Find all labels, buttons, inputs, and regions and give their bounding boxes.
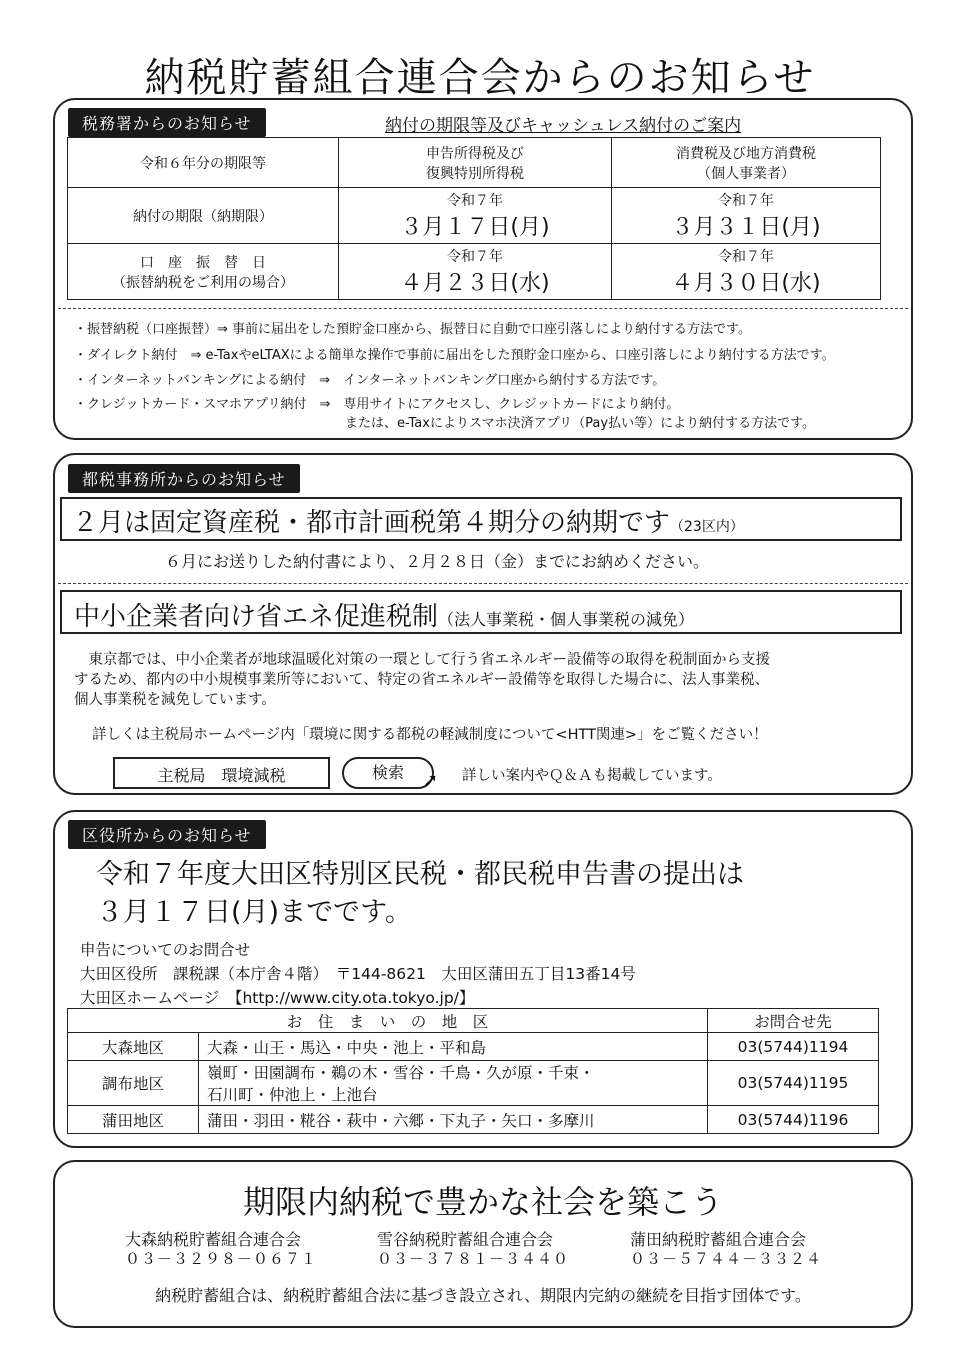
row-deadline-label: 納付の期限（納期限） xyxy=(68,188,339,244)
cell-income-transfer: 令和７年 ４月２３日(水) xyxy=(339,244,612,300)
search-button[interactable]: 検索 xyxy=(342,757,434,789)
org-yukigaya-name: 雪谷納税貯蓄組合連合会 xyxy=(377,1230,554,1249)
header-area: お 住 ま い の 地 区 xyxy=(68,1009,708,1033)
note-netbank: ・インターネットバンキングによる納付 ⇒ インターネットバンキング口座から納付する方法です。 xyxy=(74,373,666,388)
fixed-asset-payment-note: ６月にお送りした納付書により、２月２８日（金）までにお納めください。 xyxy=(165,552,710,571)
header-period: 令和６年分の期限等 xyxy=(68,138,339,188)
district-table xyxy=(67,1008,879,1134)
tax-office-heading: 納付の期限等及びキャッシュレス納付のご案内 xyxy=(385,116,742,136)
headline-fixed-asset: ２月は固定資産税・都市計画税第４期分の納期です（23区内） xyxy=(72,508,744,538)
table-row: 大森地区 大森・山王・馬込・中央・池上・平和島 03(5744)1194 xyxy=(68,1033,879,1061)
org-omori-name: 大森納税貯蓄組合連合会 xyxy=(125,1230,302,1249)
cursor-icon: ➚ xyxy=(423,770,439,791)
ward-contact-1: 申告についてのお問合せ xyxy=(80,941,251,959)
org-kamata-name: 蒲田納税貯蓄組合連合会 xyxy=(630,1230,807,1249)
org-yukigaya-phone: ０３－３７８１－３４４０ xyxy=(377,1250,570,1268)
divider xyxy=(58,308,908,309)
org-kamata-phone: ０３－５７４４－３３２４ xyxy=(630,1250,823,1268)
headline-energy: 中小企業者向け省エネ促進税制（法人事業税・個人事業税の減免） xyxy=(74,602,695,632)
energy-body-1: 東京都では、中小企業者が地球温暖化対策の一環として行う省エネルギー設備等の取得を税制面から支援 xyxy=(74,652,770,668)
page-title: 納税貯蓄組合連合会からのお知らせ xyxy=(144,55,816,101)
deadline-table xyxy=(67,137,881,300)
note-direct: ・ダイレクト納付 ⇒ e-TaxやeLTAXによる簡単な操作で事前に届出をした預貯金口座から、口座引落しにより納付する方法です。 xyxy=(74,348,835,363)
ward-contact-2: 大田区役所 課税課（本庁舎４階） 〒144-8621 大田区蒲田五丁目13番14号 xyxy=(80,965,636,983)
cell-income-deadline: 令和７年 ３月１７日(月) xyxy=(339,188,612,244)
footer-slogan: 期限内納税で豊かな社会を築こう xyxy=(242,1183,723,1221)
search-query: 主税局 環境減税 xyxy=(157,766,286,785)
org-omori-phone: ０３－３２９８－０６７１ xyxy=(125,1250,318,1268)
footer-note: 納税貯蓄組合は、納税貯蓄組合法に基づき設立され、期限内完納の継続を目指す団体です。 xyxy=(155,1286,811,1305)
ward-office-tag: 区役所からのお知らせ xyxy=(68,820,266,849)
note-credit: ・クレジットカード・スマホアプリ納付 ⇒ 専用サイトにアクセスし、クレジットカードにより納付。 xyxy=(74,397,680,412)
row-transfer-label: 口 座 振 替 日 （振替納税をご利用の場合） xyxy=(68,244,339,300)
search-note: 詳しい案内やＱ＆Ａも掲載しています。 xyxy=(462,768,722,784)
metro-tax-tag: 都税事務所からのお知らせ xyxy=(68,464,300,493)
energy-body-2: するため、都内の中小規模事業所等において、特定の省エネルギー設備等を取得した場合に、法人事業税、 xyxy=(74,672,770,688)
table-row: 蒲田地区 蒲田・羽田・糀谷・萩中・六郷・下丸子・矢口・多摩川 03(5744)1196 xyxy=(68,1106,879,1134)
note-transfer: ・振替納税（口座振替）⇒ 事前に届出をした預貯金口座から、振替日に自動で口座引落しにより納付する方法です。 xyxy=(74,322,751,337)
ward-headline-1: 令和７年度大田区特別区民税・都民税申告書の提出は xyxy=(96,859,744,890)
header-consumption-tax: 消費税及び地方消費税 （個人事業者） xyxy=(612,138,881,188)
energy-detail: 詳しくは主税局ホームページ内「環境に関する都税の軽減制度について<HTT関連>」をご覧ください！ xyxy=(92,727,768,743)
ward-headline-2: ３月１７日(月)までです。 xyxy=(96,897,412,928)
cell-consumption-deadline: 令和７年 ３月３１日(月) xyxy=(612,188,881,244)
cell-consumption-transfer: 令和７年 ４月３０日(水) xyxy=(612,244,881,300)
note-smartphone: または、e-Taxによりスマホ決済アプリ（Pay払い等）により納付する方法です。 xyxy=(345,416,816,431)
energy-body-3: 個人事業税を減免しています。 xyxy=(74,692,276,708)
table-row: 調布地区 嶺町・田園調布・鵜の木・雪谷・千鳥・久が原・千束・ 石川町・仲池上・上池台 03(5744)1195 xyxy=(68,1061,879,1106)
divider xyxy=(58,583,908,584)
header-contact: お問合せ先 xyxy=(708,1009,879,1033)
ward-contact-3: 大田区ホームページ 【http://www.city.ota.tokyo.jp/】 xyxy=(80,989,475,1007)
tax-office-tag: 税務署からのお知らせ xyxy=(68,108,266,137)
header-income-tax: 申告所得税及び 復興特別所得税 xyxy=(339,138,612,188)
